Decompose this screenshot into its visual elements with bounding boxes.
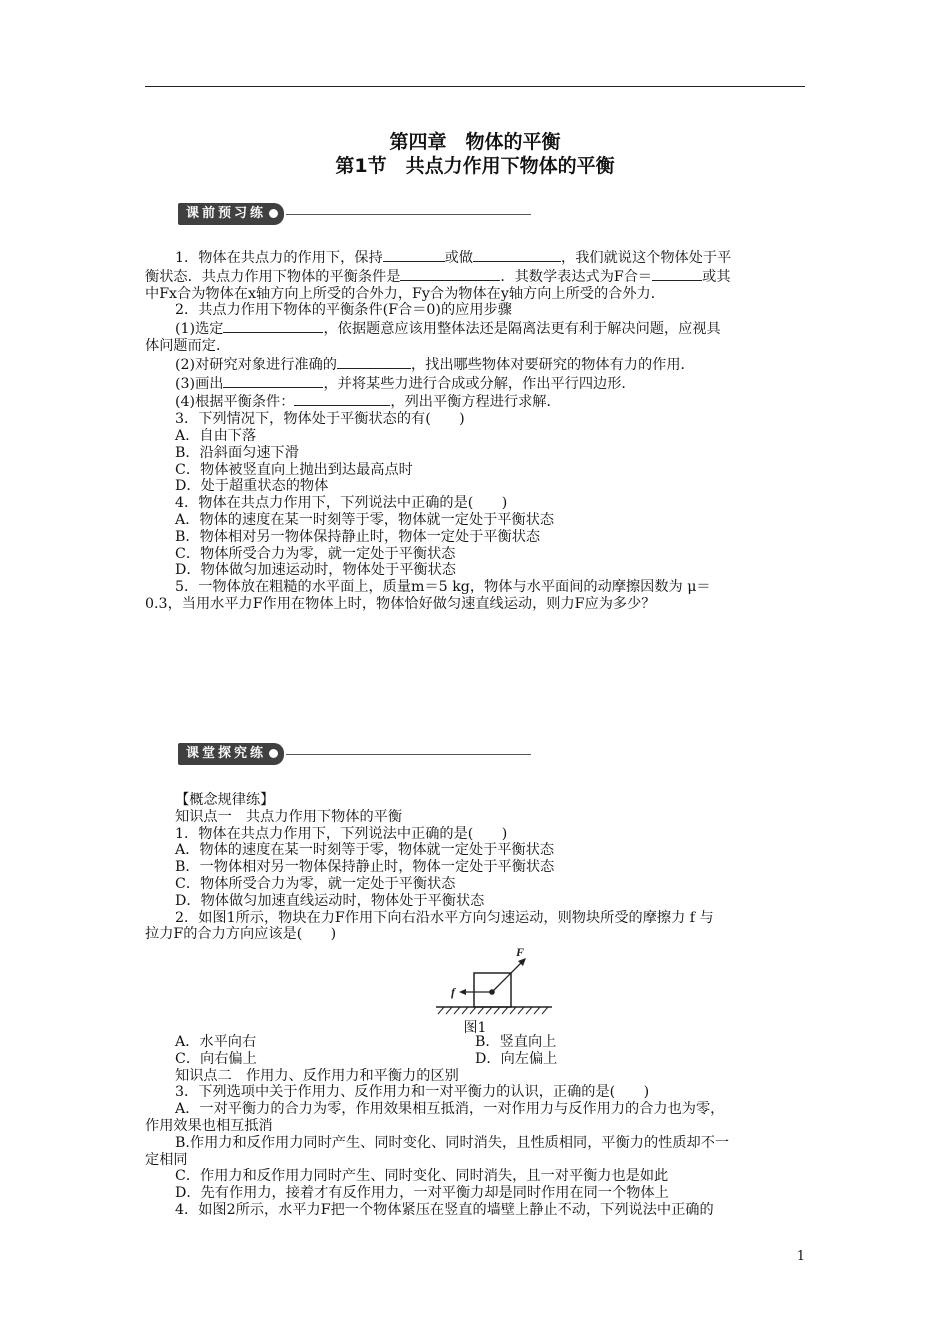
question-2-step2: (2)对研究对象进行准确的 ，找出哪些物体对要研究的物体有力的作用． [175, 356, 695, 373]
bullet-icon [269, 749, 278, 758]
classroom-banner-label: 课堂探究练 [186, 746, 267, 761]
answer-blank[interactable] [337, 355, 411, 369]
question-4-option-c: C．物体所受合力为零，就一定处于平衡状态 [175, 545, 456, 562]
answer-blank[interactable] [400, 267, 500, 281]
question-3-option-c: C．物体被竖直向上抛出到达最高点时 [175, 461, 413, 478]
classroom-question-2-option-a: A．水平向右 [175, 1034, 257, 1050]
banner-line [286, 214, 531, 215]
classroom-question-3-option-b-cont: 定相同 [145, 1151, 188, 1168]
classroom-question-1-option-c: C．物体所受合力为零，就一定处于平衡状态 [175, 875, 456, 892]
classroom-section [145, 792, 807, 943]
classroom-question-3-option-a-cont: 作用效果也相互抵消 [145, 1117, 273, 1134]
question-5: 5．一物体放在粗糙的水平面上，质量m＝5 kg，物体与水平面间的动摩擦因数为 μ＝ [175, 579, 711, 596]
question-3: 3．下列情况下，物体处于平衡状态的有( ) [175, 411, 465, 428]
question-4-option-d: D．物体做匀加速运动时，物体处于平衡状态 [175, 562, 456, 579]
answer-blank[interactable] [473, 248, 561, 262]
preview-banner-label: 课前预习练 [186, 206, 267, 221]
classroom-question-2-options-row1 [145, 1034, 807, 1051]
classroom-question-2-option-c: C．向右偏上 [175, 1050, 257, 1067]
concept-heading: 【概念规律练】 [175, 792, 275, 808]
question-2: 2．共点力作用下物体的平衡条件(F合＝0)的应用步骤 [175, 302, 512, 319]
answer-blank[interactable] [294, 392, 390, 406]
classroom-question-3-option-a: A．一对平衡力的合力为零，作用效果相互抵消，一对作用力与反作用力的合力也为零， [175, 1101, 725, 1118]
force-F-label: F [516, 945, 525, 959]
classroom-question-4: 4．如图2所示，水平力F把一个物体紧压在竖直的墙壁上静止不动，下列说法中正确的 [175, 1201, 714, 1218]
answer-blank[interactable] [383, 248, 445, 262]
classroom-section-cont [145, 1034, 807, 1219]
preview-section [145, 248, 807, 613]
answer-blank[interactable] [652, 267, 702, 281]
classroom-question-3: 3．下列选项中关于作用力、反作用力和一对平衡力的认识，正确的是( ) [175, 1084, 650, 1101]
classroom-question-3-option-c: C．作用力和反作用力同时产生、同时变化、同时消失，且一对平衡力也是如此 [175, 1168, 669, 1185]
classroom-question-1-option-d: D．物体做匀加速直线运动时，物体处于平衡状态 [175, 892, 485, 909]
header-rule [145, 86, 805, 87]
question-2-step4: (4)根据平衡条件： ，列出平衡方程进行求解． [175, 394, 561, 411]
classroom-question-2-option-b: B．竖直向上 [475, 1034, 557, 1050]
question-2-step1-cont: 体问题而定． [145, 337, 231, 354]
friction-f-label: f [451, 985, 455, 999]
friction-f-arrowhead [459, 989, 466, 995]
question-2-step1: (1)选定 ，依据题意应该用整体法还是隔离法更有利于解决问题，应视具 [175, 321, 721, 338]
question-3-option-d: D．处于超重状态的物体 [175, 478, 329, 495]
classroom-question-1: 1．物体在共点力作用下，下列说法中正确的是( ) [175, 825, 508, 842]
question-1-line2: 衡状态．共点力作用下物体的平衡条件是 ．其数学表达式为F合＝ 或其 [145, 268, 731, 285]
question-4-option-b: B．物体相对另一物体保持静止时，物体一定处于平衡状态 [175, 528, 541, 545]
section-title: 第1节 共点力作用下物体的平衡 [335, 155, 615, 177]
classroom-question-3-option-b: B.作用力和反作用力同时产生、同时变化、同时消失，且性质相同，平衡力的性质却不一 [175, 1134, 730, 1151]
banner-line [286, 754, 531, 755]
question-4-option-a: A．物体的速度在某一时刻等于零，物体就一定处于平衡状态 [175, 511, 555, 528]
classroom-question-2-line2: 拉力F的合力方向应该是( ) [145, 926, 337, 943]
classroom-question-1-option-b: B．一物体相对另一物体保持静止时，物体一定处于平衡状态 [175, 859, 555, 876]
classroom-question-1-option-a: A．物体的速度在某一时刻等于零，物体就一定处于平衡状态 [175, 842, 555, 859]
classroom-banner [178, 743, 531, 765]
question-1-line3: 中Fx合为物体在x轴方向上所受的合外力，Fy合为物体在y轴方向上所受的合外力． [145, 285, 665, 302]
question-3-option-a: A．自由下落 [175, 427, 257, 444]
question-5-line2: 0.3，当用水平力F作用在物体上时，物体恰好做匀速直线运动，则力F应为多少？ [145, 595, 656, 612]
figure-1-diagram [434, 940, 554, 1018]
knowledge-point-1: 知识点一 共点力作用下物体的平衡 [175, 808, 403, 825]
chapter-title: 第四章 物体的平衡 [389, 131, 561, 153]
question-4: 4．物体在共点力作用下，下列说法中正确的是( ) [175, 495, 508, 512]
answer-blank[interactable] [223, 374, 323, 388]
question-3-option-b: B．沿斜面匀速下滑 [175, 444, 299, 461]
question-1: 1．物体在共点力的作用下，保持 或做 ，我们就说这个物体处于平 [175, 250, 732, 266]
page-number: 1 [796, 1249, 805, 1264]
classroom-question-3-option-d: D．先有作用力，接着才有反作用力，一对平衡力却是同时作用在同一个物体上 [175, 1185, 669, 1202]
classroom-question-2-options-row2 [145, 1051, 807, 1068]
bullet-icon [269, 209, 278, 218]
answer-blank[interactable] [223, 319, 323, 333]
ground-hatching [438, 1007, 548, 1014]
preview-banner [178, 203, 531, 225]
force-F-arrow [492, 962, 522, 992]
classroom-question-2: 2．如图1所示，物块在力F作用下向右沿水平方向匀速运动，则物块所受的摩擦力 f 与 [175, 909, 714, 926]
figure-1-caption: 图1 [463, 1020, 487, 1036]
classroom-question-2-option-d: D．向左偏上 [475, 1050, 558, 1067]
knowledge-point-2: 知识点二 作用力、反作用力和平衡力的区别 [175, 1067, 459, 1084]
question-2-step3: (3)画出 ，并将某些力进行合成或分解，作出平行四边形． [175, 375, 636, 392]
